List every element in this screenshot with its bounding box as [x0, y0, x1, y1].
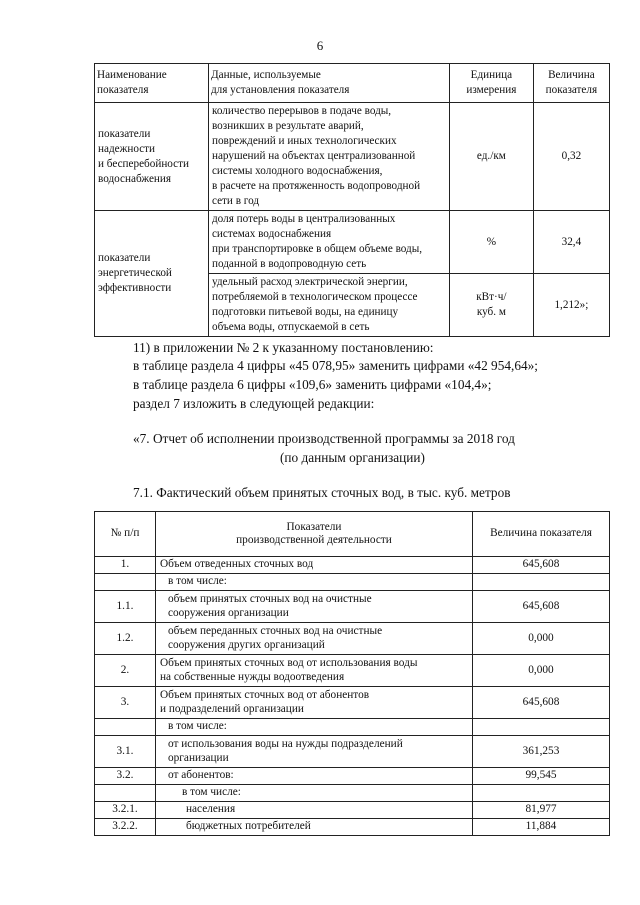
energy-indicator-name: показатели энергетической эффективности	[95, 211, 209, 337]
row-number: 3.2.2.	[95, 819, 156, 836]
row-value: 645,608	[473, 687, 610, 719]
page-number: 6	[316, 38, 324, 53]
row-number	[95, 719, 156, 736]
reliability-indicator-data: количество перерывов в подаче воды, возникших в результате аварий, повреждений и иных технологических нарушений на объектах централизованной системы холодного водоснабжения, в расчете на протяженность водопроводной сети в год	[208, 103, 449, 211]
subsection-7-1-title: 7.1. Фактический объем принятых сточных вод, в тыс. куб. метров	[133, 485, 511, 500]
row-number: 3.2.	[95, 768, 156, 785]
header-number: № п/п	[95, 512, 156, 557]
row-value	[473, 785, 610, 802]
header-indicator: Показатели производственной деятельности	[156, 512, 473, 557]
water-loss-unit: %	[449, 211, 533, 274]
row-number	[95, 785, 156, 802]
row-indicator: в том числе:	[156, 719, 473, 736]
table-row	[95, 623, 610, 655]
energy-consumption-data: удельный расход электрической энергии, потребляемой в технологическом процессе подготовки питьевой воды, на единицу объема воды, отпускаемой в сеть	[208, 274, 449, 337]
reliability-indicator-value: 0,32	[533, 103, 609, 211]
row-indicator: Объем принятых сточных вод от использования воды на собственные нужды водоотведения	[156, 655, 473, 687]
row-value: 645,608	[473, 557, 610, 574]
table-row	[95, 719, 610, 736]
energy-consumption-value: 1,212»;	[533, 274, 609, 337]
row-indicator: от абонентов:	[156, 768, 473, 785]
row-value	[473, 719, 610, 736]
row-number: 3.	[95, 687, 156, 719]
row-value: 361,253	[473, 736, 610, 768]
header-value: Величина показателя	[533, 64, 609, 103]
paragraph-item-11: 11) в приложении № 2 к указанному постановлению:	[133, 340, 434, 355]
table-row	[95, 802, 610, 819]
table-row	[95, 687, 610, 719]
water-loss-data: доля потерь воды в централизованных системах водоснабжения при транспортировке в общем объеме воды, поданной в водопроводную сеть	[208, 211, 449, 274]
row-indicator: Объем отведенных сточных вод	[156, 557, 473, 574]
row-indicator: объем переданных сточных вод на очистные сооружения других организаций	[156, 623, 473, 655]
row-value: 11,884	[473, 819, 610, 836]
table-row	[95, 768, 610, 785]
row-number: 1.2.	[95, 623, 156, 655]
table-row	[95, 819, 610, 836]
row-value: 0,000	[473, 623, 610, 655]
row-indicator: от использования воды на нужды подразделений организации	[156, 736, 473, 768]
row-number: 3.2.1.	[95, 802, 156, 819]
row-indicator: бюджетных потребителей	[156, 819, 473, 836]
paragraph-section-6-change: в таблице раздела 6 цифры «109,6» заменить цифрами «104,4»;	[133, 377, 492, 392]
header-name: Наименование показателя	[95, 64, 209, 103]
row-value: 99,545	[473, 768, 610, 785]
row-indicator: Объем принятых сточных вод от абонентов и подразделений организации	[156, 687, 473, 719]
header-unit: Единица измерения	[449, 64, 533, 103]
row-number	[95, 574, 156, 591]
table-row	[95, 655, 610, 687]
reliability-indicator-unit: ед./км	[449, 103, 533, 211]
energy-consumption-unit: кВт·ч/ куб. м	[449, 274, 533, 337]
row-number: 2.	[95, 655, 156, 687]
indicators-table-header	[95, 64, 610, 103]
row-indicator: объем принятых сточных вод на очистные сооружения организации	[156, 591, 473, 623]
paragraph-section-7-intro: раздел 7 изложить в следующей редакции:	[133, 396, 375, 411]
table-row	[95, 211, 610, 274]
wastewater-table	[94, 511, 610, 836]
wastewater-table-header	[95, 512, 610, 557]
header-data: Данные, используемые для установления показателя	[208, 64, 449, 103]
table-row	[95, 736, 610, 768]
row-number: 1.	[95, 557, 156, 574]
water-loss-value: 32,4	[533, 211, 609, 274]
row-indicator: населения	[156, 802, 473, 819]
row-value: 645,608	[473, 591, 610, 623]
table-row	[95, 785, 610, 802]
row-value: 81,977	[473, 802, 610, 819]
row-value	[473, 574, 610, 591]
row-indicator: в том числе:	[156, 785, 473, 802]
header-value: Величина показателя	[473, 512, 610, 557]
paragraph-section-4-change: в таблице раздела 4 цифры «45 078,95» заменить цифрами «42 954,64»;	[133, 358, 538, 373]
section-7-subtitle: (по данным организации)	[280, 450, 425, 465]
row-value: 0,000	[473, 655, 610, 687]
table-row	[95, 574, 610, 591]
row-number: 3.1.	[95, 736, 156, 768]
indicators-table	[94, 63, 610, 337]
row-number: 1.1.	[95, 591, 156, 623]
section-7-title: «7. Отчет об исполнении производственной программы за 2018 год	[133, 431, 515, 446]
reliability-indicator-name: показатели надежности и бесперебойности водоснабжения	[95, 103, 209, 211]
table-row	[95, 557, 610, 574]
table-row	[95, 103, 610, 211]
row-indicator: в том числе:	[156, 574, 473, 591]
table-row	[95, 591, 610, 623]
